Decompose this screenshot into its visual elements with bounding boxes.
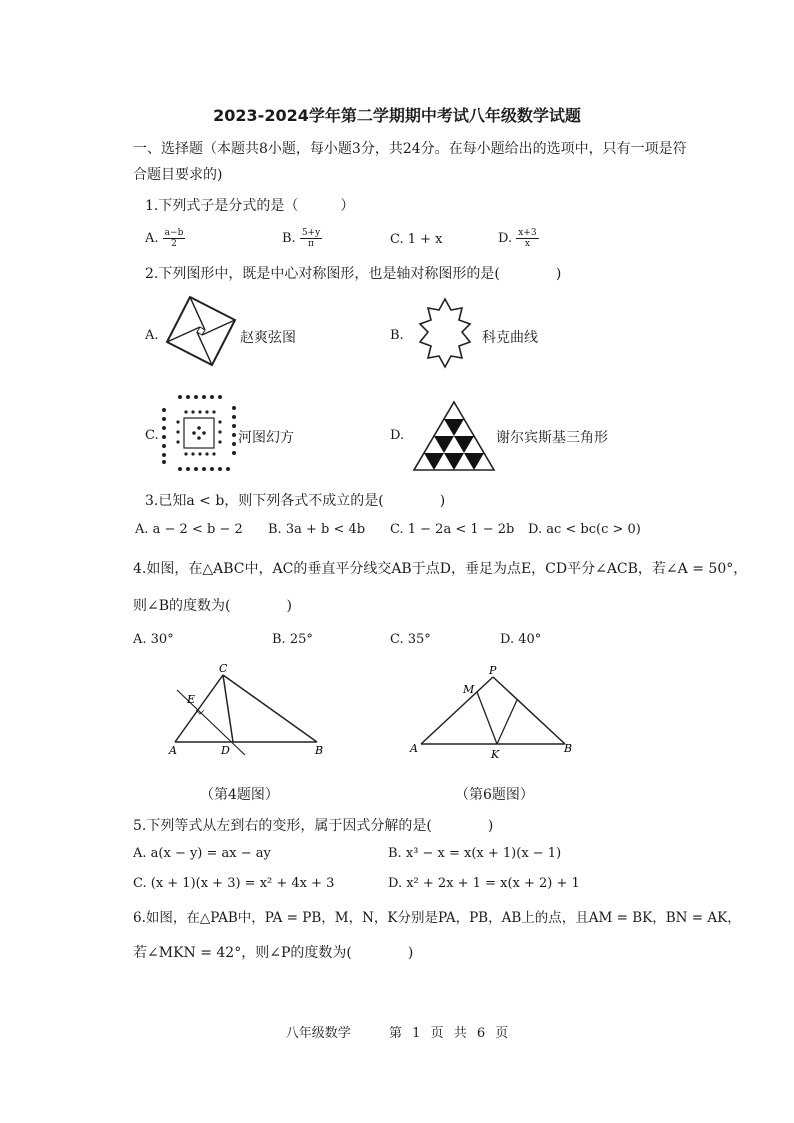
- q1-option-a: [145, 228, 185, 249]
- fig4-label-d: D: [221, 744, 230, 757]
- q1-a-fraction: [163, 228, 186, 249]
- q1-b-label: B.: [282, 231, 296, 246]
- q4-stem-line2: 则∠B的度数为( ): [133, 598, 292, 614]
- q3-option-c: C. 1 − 2a < 1 − 2b: [390, 522, 515, 537]
- fig6-label-p: P: [489, 664, 497, 677]
- sierpinski-triangle-diagram: [412, 400, 496, 472]
- q1-d-denominator: x: [524, 239, 530, 249]
- figure-6-triangle: [405, 660, 580, 760]
- q1-b-denominator: π: [308, 239, 314, 249]
- q5-option-d: D. x² + 2x + 1 = x(x + 2) + 1: [388, 876, 580, 891]
- q5-option-b: B. x³ − x = x(x + 1)(x − 1): [388, 846, 562, 861]
- q4-option-d: D. 40°: [500, 632, 542, 647]
- q2-d-label: D.: [390, 428, 405, 443]
- q4-option-a: A. 30°: [133, 632, 174, 647]
- koch-curve-diagram: [410, 290, 480, 376]
- q2-a-name: 赵爽弦图: [240, 330, 296, 346]
- q4-stem-line1: 4.如图，在△ABC中，AC的垂直平分线交AB于点D，垂足为点E，CD平分∠ACB，若∠A = 50°，: [133, 561, 748, 577]
- q1-b-numerator: 5+y: [301, 228, 321, 238]
- figure-4-triangle: [165, 660, 335, 760]
- he-tu-magic-square-diagram: [158, 392, 240, 474]
- q1-a-denominator: 2: [171, 239, 177, 249]
- q6-stem-line2: 若∠MKN = 42°，则∠P的度数为( ): [133, 945, 414, 961]
- q1-option-c: C. 1 + x: [390, 232, 443, 247]
- q1-b-fraction: [300, 228, 322, 249]
- fig6-label-m: M: [463, 683, 475, 696]
- q3-option-d: D. ac < bc(c > 0): [528, 522, 641, 537]
- q1-d-numerator: x+3: [518, 228, 537, 238]
- fig4-label-e: E: [187, 693, 196, 706]
- fig6-label-b: B: [564, 742, 573, 755]
- q2-stem: 2.下列图形中，既是中心对称图形，也是轴对称图形的是( ): [145, 266, 562, 282]
- q2-d-name: 谢尔宾斯基三角形: [496, 430, 608, 446]
- fig4-label-c: C: [219, 662, 228, 675]
- fig6-label-a: A: [410, 742, 418, 755]
- q5-option-c: C. (x + 1)(x + 3) = x² + 4x + 3: [133, 876, 335, 891]
- q5-stem: 5.下列等式从左到右的变形，属于因式分解的是( ): [133, 818, 494, 834]
- q3-stem: 3.已知a < b，则下列各式不成立的是( ): [145, 493, 446, 509]
- q1-stem: 1.下列式子是分式的是（ ）: [145, 198, 355, 214]
- q1-d-fraction: [516, 228, 538, 249]
- q1-a-numerator: a−b: [164, 228, 184, 238]
- q6-stem-line1: 6.如图，在△PAB中，PA = PB，M，N，K分别是PA，PB，AB上的点，且AM = BK，BN = AK，: [133, 910, 741, 926]
- page-title: 2023-2024学年第二学期期中考试八年级数学试题: [213, 106, 581, 125]
- q2-c-label: C.: [145, 428, 159, 443]
- q3-option-b: B. 3a + b < 4b: [268, 522, 366, 537]
- q2-a-label: A.: [145, 328, 159, 343]
- q5-option-a: A. a(x − y) = ax − ay: [133, 846, 271, 861]
- q2-b-label: B.: [390, 328, 404, 343]
- q1-option-b: [282, 228, 322, 249]
- fig6-label-k: K: [491, 748, 500, 760]
- section1-line1: 一、选择题（本题共8小题，每小题3分，共24分。在每小题给出的选项中，只有一项是符: [133, 141, 687, 157]
- q2-b-name: 科克曲线: [482, 330, 538, 346]
- footer-subject: 八年级数学: [285, 1026, 351, 1041]
- fig4-label-b: B: [315, 744, 324, 757]
- q2-c-name: 河图幻方: [238, 430, 294, 446]
- footer-page-number: 第 1 页 共 6 页: [389, 1026, 509, 1041]
- figure-4-caption: （第4题图）: [200, 787, 279, 803]
- q1-d-label: D.: [498, 231, 513, 246]
- section1-line2: 合题目要求的): [133, 167, 223, 183]
- figure-6-caption: （第6题图）: [455, 787, 534, 803]
- fig4-label-a: A: [169, 744, 177, 757]
- q1-option-d: [498, 228, 539, 249]
- q3-option-a: A. a − 2 < b − 2: [135, 522, 243, 537]
- q1-a-label: A.: [145, 231, 159, 246]
- page-footer: [0, 1022, 794, 1041]
- q4-option-c: C. 35°: [390, 632, 431, 647]
- q4-option-b: B. 25°: [272, 632, 313, 647]
- zhao-shuang-diagram: [160, 292, 240, 372]
